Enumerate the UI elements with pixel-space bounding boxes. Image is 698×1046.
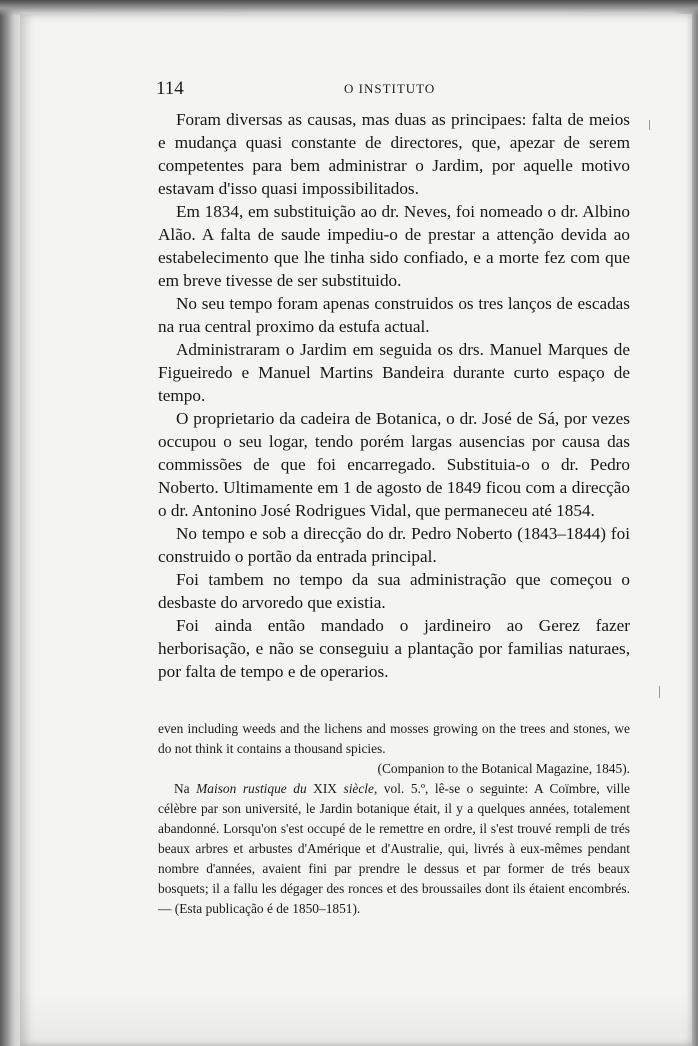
paragraph-gate: No tempo e sob a direcção do dr. Pedro Noberto (1843–1844) foi construido o portão da entrada principal. (158, 524, 630, 566)
footnote-book-title-2: siècle (343, 781, 374, 796)
paragraph-administrators: Administraram o Jardim em seguida os drs. Manuel Marques de Figueiredo e Manuel Martins Bandeira durante curto espaço de tempo. (158, 340, 630, 405)
running-head: O INSTITUTO (344, 81, 436, 96)
paragraph-gerez: Foi ainda então mandado o jardineiro ao Gerez fazer herborisação, e não se conseguiu a plantação por familias naturaes, por falta de tempo e de operarios. (158, 616, 630, 681)
footnote-body: , vol. 5.º, lê-se o seguinte: A Coïmbre, ville célèbre par son université, le Jardin botanique était, il y a quelques années, totalement abandonné. Lorsqu'on s'est occupé de le remettre en ordre, il s'est trouvé rempli de trés beaux arbres et arbustes d'Amérique et d'Australie, qui, livrés à eux-mêmes pendant nombre d'années, avaient fini par prendre le dessus et par former de trés beaux bosquets; il a fallu les dégager des ronces et des broussailes dont ils étaient encombrés. — (Esta publicação é de 1850–1851). (158, 781, 630, 916)
paragraph-botany-chair: O proprietario da cadeira de Botanica, o dr. José de Sá, por vezes occupou o seu logar, tendo porém largas ausencias por causa das commissões de que foi encarregado. Substituia-o o dr. Pedro Noberto. Ultimamente em 1 de agosto de 1849 ficou com a direcção o dr. Antonino José Rodrigues Vidal, que permaneceu até 1854. (158, 409, 630, 520)
footnote-maison-rustique (158, 779, 630, 919)
main-text-body (158, 108, 630, 683)
paragraph-causes: Foram diversas as causas, mas duas as principaes: falta de meios e mudança quasi constante de directores, que, apezar de serem competentes para bem administrar o Jardim, por aquelle motivo estavam d'isso quasi impossibilitados. (158, 110, 630, 198)
footnote-continuation: even including weeds and the lichens and mosses growing on the trees and stones, we do not think it contains a thousand spicies. (158, 721, 630, 756)
scan-speck (659, 686, 660, 698)
page-header (156, 78, 632, 102)
paragraph-stairs: No seu tempo foram apenas construidos os tres lanços de escadas na rua central proximo da estufa actual. (158, 294, 630, 336)
footnote-prefix: Na (174, 781, 197, 796)
footnote-block (158, 719, 630, 919)
footnote-book-title: Maison rustique du (196, 781, 307, 796)
bottom-shade (20, 990, 692, 1046)
footnote-century: XIX (306, 781, 344, 796)
footnote-citation: (Companion to the Botanical Magazine, 1845). (377, 761, 630, 776)
page-number: 114 (156, 78, 184, 99)
paragraph-thinning: Foi tambem no tempo da sua administração que começou o desbaste do arvoredo que existia. (158, 570, 630, 612)
scan-speck (649, 120, 650, 130)
paragraph-1834: Em 1834, em substituição ao dr. Neves, foi nomeado o dr. Albino Alão. A falta de saude impediu-o de prestar a attenção devida ao estabelecimento que lhe tinha sido confiado, e a morte fez com que em breve tivesse de ser substituido. (158, 202, 630, 290)
